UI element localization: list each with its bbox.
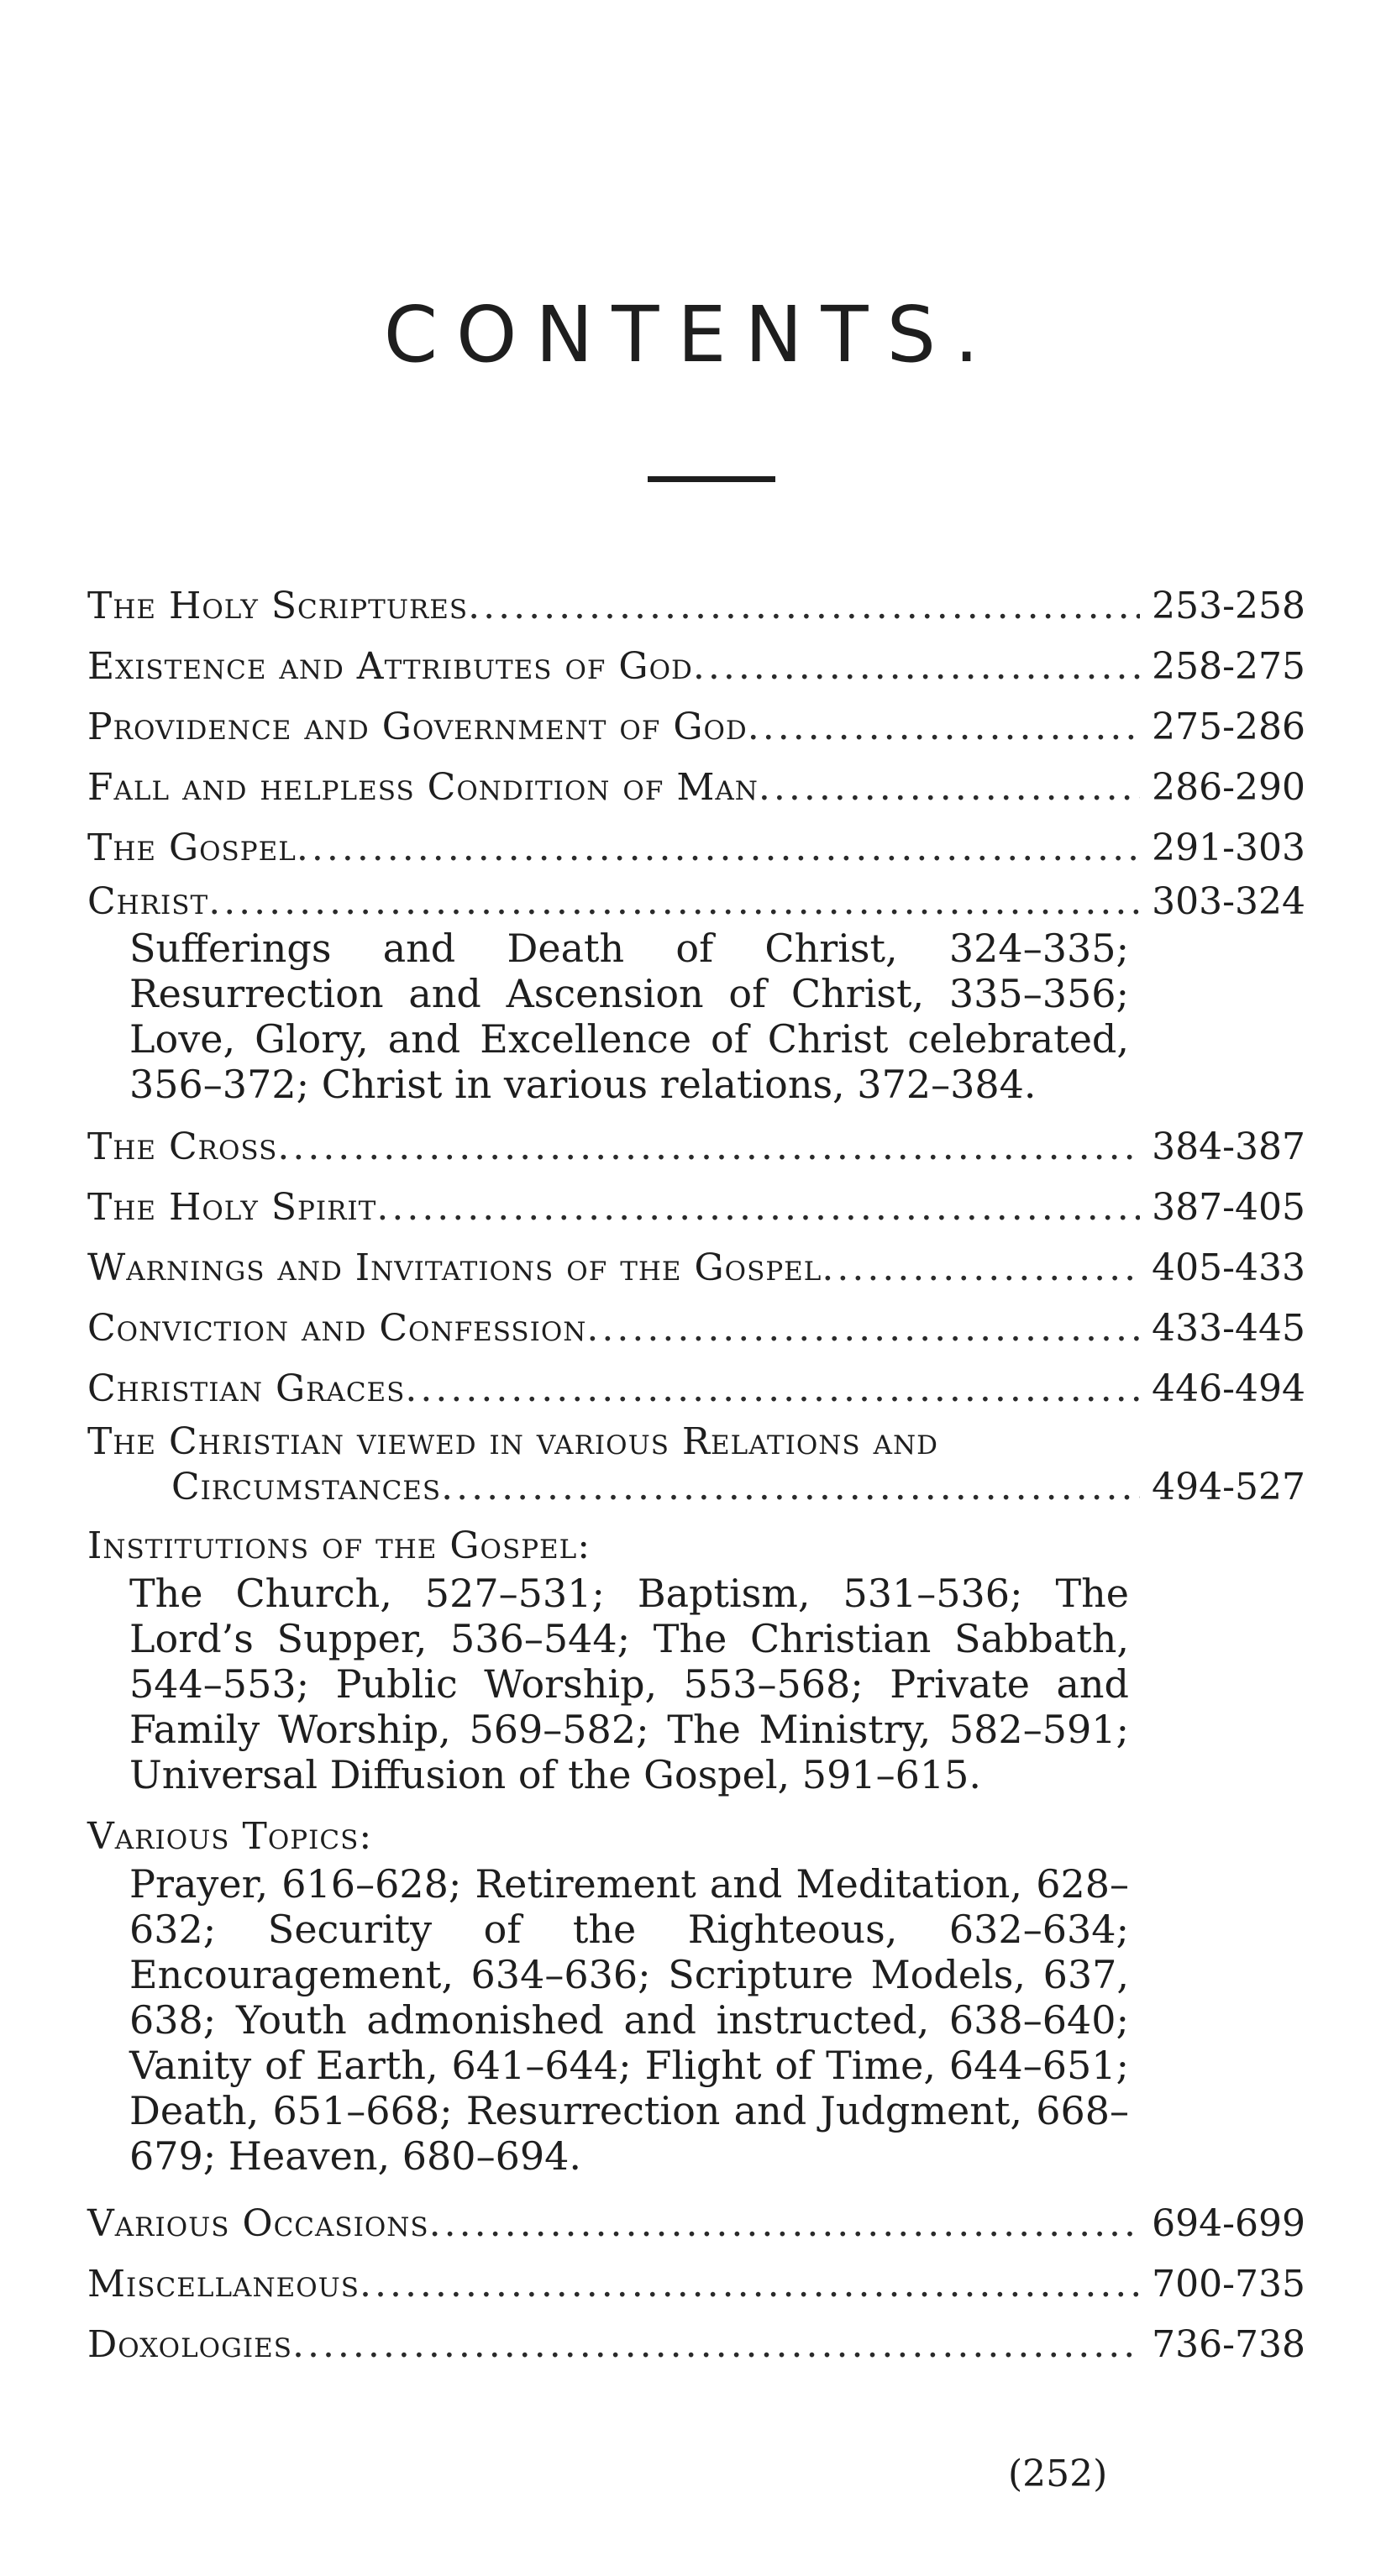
toc-entry-label: Various Occasions [87,2202,429,2245]
table-of-contents [87,576,1305,2375]
toc-entry [87,758,1305,818]
page-number: (252) [1008,2453,1108,2495]
title-rule [648,476,775,482]
toc-entry-pages: 700-735 [1152,2263,1305,2306]
toc-entry-label: Existence and Attributes of God [87,645,693,688]
toc-entry [87,1238,1305,1298]
toc-entry [87,697,1305,758]
toc-entry-continuation [87,1465,1305,1510]
dot-leader [759,758,1140,818]
dot-leader [586,1298,1140,1359]
toc-entry-pages: 494-527 [1152,1466,1305,1508]
toc-entry-pages: 387-405 [1152,1186,1305,1229]
toc-entry-pages: 291-303 [1152,826,1305,869]
toc-entry [87,818,1305,879]
toc-entry-pages: 253-258 [1152,585,1305,627]
toc-entry [87,2194,1305,2254]
dot-leader [376,1178,1140,1238]
toc-entry-label: The Holy Spirit [87,1186,377,1229]
dot-leader [429,2194,1140,2254]
various-topics-subtopics: Prayer, 616–628; Retirement and Meditation, 628–632; Security of the Righteous, 632–634; Encouragement, 634–636; Scripture Models, 637, 638; Youth admonished and instructed, 638–640; Vanity of Earth, 641–644; Flight of Time, 644–651; Death, 651–668; Resurrection and Judgment, 668–679; Heaven, 680–694. [129,1861,1129,2179]
toc-entry [87,879,1305,926]
toc-entry-pages: 433-445 [1152,1307,1305,1350]
toc-entry-label: Conviction and Confession [87,1307,587,1350]
toc-entry-pages: 384-387 [1152,1125,1305,1168]
toc-entry-pages: 275-286 [1152,706,1305,748]
toc-entry-label: Christ [87,880,209,923]
dot-leader [297,818,1140,879]
dot-leader [405,1359,1140,1419]
toc-entry-label: The Cross [87,1125,278,1168]
toc-entry [87,1117,1305,1178]
toc-entry-label: The Holy Scriptures [87,585,469,627]
dot-leader [360,2254,1140,2315]
toc-entry-label: The Gospel [87,826,297,869]
toc-entry-label: Christian Graces [87,1367,406,1410]
section-heading-various-topics: Various Topics: [87,1815,373,1858]
toc-entry [87,2315,1305,2375]
dot-leader [292,2315,1140,2375]
institutions-subtopics: The Church, 527–531; Baptism, 531–536; The Lord’s Supper, 536–544; The Christian Sabbath, 544–553; Public Worship, 553–568; Private and Family Worship, 569–582; The Ministry, 582–591; Universal Diffusion of the Gospel, 591–615. [129,1571,1129,1797]
toc-entry-pages: 736-738 [1152,2323,1305,2366]
toc-entry [87,1359,1305,1419]
page-title: CONTENTS. [383,290,998,380]
toc-entry-pages: 258-275 [1152,645,1305,688]
toc-entry-label: Fall and helpless Condition of Man [87,766,759,809]
toc-entry-pages: 446-494 [1152,1367,1305,1410]
toc-entry [87,1298,1305,1359]
dot-leader [468,576,1140,637]
toc-entry-relations [87,1419,1305,1510]
dot-leader [277,1117,1140,1178]
toc-entry-label: Providence and Government of God [87,706,748,748]
toc-entry [87,1178,1305,1238]
toc-entry-label: Doxologies [87,2323,292,2366]
toc-entry [87,637,1305,697]
dot-leader [693,637,1140,697]
toc-entry [87,576,1305,637]
toc-entry-label: The Christian viewed in various Relations and [87,1420,939,1463]
dot-leader [441,1465,1140,1510]
dot-leader [208,879,1140,926]
toc-entry-pages: 694-699 [1152,2202,1305,2245]
toc-entry-label: Miscellaneous [87,2263,360,2306]
toc-entry [87,2254,1305,2315]
dot-leader [822,1238,1140,1298]
toc-entry-label: Warnings and Invitations of the Gospel [87,1246,822,1289]
christ-subtopics: Sufferings and Death of Christ, 324–335; Resurrection and Ascension of Christ, 335–356; Love, Glory, and Excellence of Christ celebrated, 356–372; Christ in various relations, 372–384. [129,926,1129,1107]
toc-entry-pages: 286-290 [1152,766,1305,809]
dot-leader [748,697,1140,758]
toc-entry-label-continued: Circumstances [171,1466,442,1508]
toc-entry-pages: 303-324 [1152,880,1305,923]
toc-entry-pages: 405-433 [1152,1246,1305,1289]
section-heading-institutions: Institutions of the Gospel: [87,1524,591,1567]
